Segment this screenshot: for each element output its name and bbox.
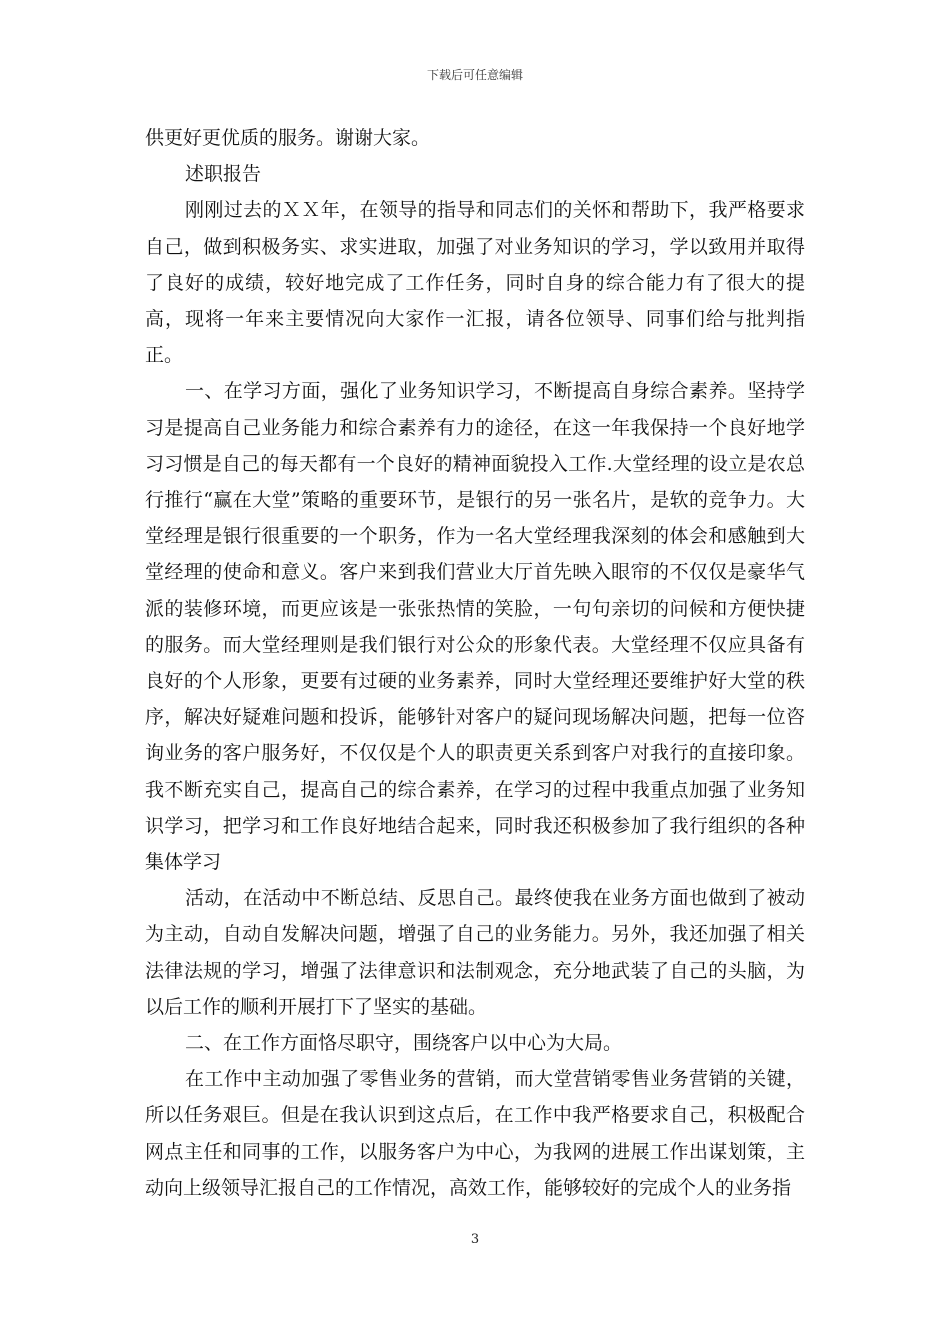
paragraph-continuation: 供更好更优质的服务。谢谢大家。 xyxy=(145,127,431,149)
paragraph-intro: 刚刚过去的ＸＸ年，在领导的指导和同志们的关怀和帮助下，我严格要求自己，做到积极务实、求实进取，加强了对业务知识的学习，学以致用并取得了良好的成绩，较好地完成了工作任务，同时自身的综合能力有了很大的提高，现将一年来主要情况向大家作一汇报，请各位领导、同事们给与批判指正。 xyxy=(145,199,805,367)
document-body xyxy=(145,120,805,1206)
section-title: 述职报告 xyxy=(185,163,262,186)
page-header: 下载后可任意编辑 xyxy=(426,68,523,82)
page-number: 3 xyxy=(470,1232,480,1247)
paragraph-activities: 活动，在活动中不断总结、反思自己。最终使我在业务方面也做到了被动为主动，自动自发解决问题，增强了自己的业务能力。另外，我还加强了相关法律法规的学习，增强了法律意识和法制观念，充分地武装了自己的头脑，为以后工作的顺利开展打下了坚实的基础。 xyxy=(145,887,805,1018)
paragraph-study: 一、在学习方面，强化了业务知识学习，不断提高自身综合素养。坚持学习是提高自己业务能力和综合素养有力的途径，在这一年我保持一个良好地学习习惯是自己的每天都有一个良好的精神面貌投入工作.大堂经理的设立是农总行推行“赢在大堂”策略的重要环节，是银行的另一张名片，是软的竞争力。大堂经理是银行很重要的一个职务，作为一名大堂经理我深刻的体会和感触到大堂经理的使命和意义。客户来到我们营业大厅首先映入眼帘的不仅仅是豪华气派的装修环境，而更应该是一张张热情的笑脸，一句句亲切的问候和方便快捷的服务。而大堂经理则是我们银行对公众的形象代表。大堂经理不仅应具备有良好的个人形象，更要有过硬的业务素养，同时大堂经理还要维护好大堂的秩序，解决好疑难问题和投诉，能够针对客户的疑问现场解决问题，把每一位咨询业务的客户服务好，不仅仅是个人的职责更关系到客户对我行的直接印象。我不断充实自己，提高自己的综合素养，在学习的过程中我重点加强了业务知识学习，把学习和工作良好地结合起来，同时我还积极参加了我行组织的各种集体学习 xyxy=(145,380,805,874)
paragraph-work: 在工作中主动加强了零售业务的营销，而大堂营销零售业务营销的关键，所以任务艰巨。但是在我认识到这点后，在工作中我严格要求自己，积极配合网点主任和同事的工作，以服务客户为中心，为我网的进展工作出谋划策，主动向上级领导汇报自己的工作情况，高效工作，能够较好的完成个人的业务指 xyxy=(145,1068,805,1199)
paragraph-work-heading: 二、在工作方面恪尽职守，围绕客户以中心为大局。 xyxy=(185,1032,623,1055)
